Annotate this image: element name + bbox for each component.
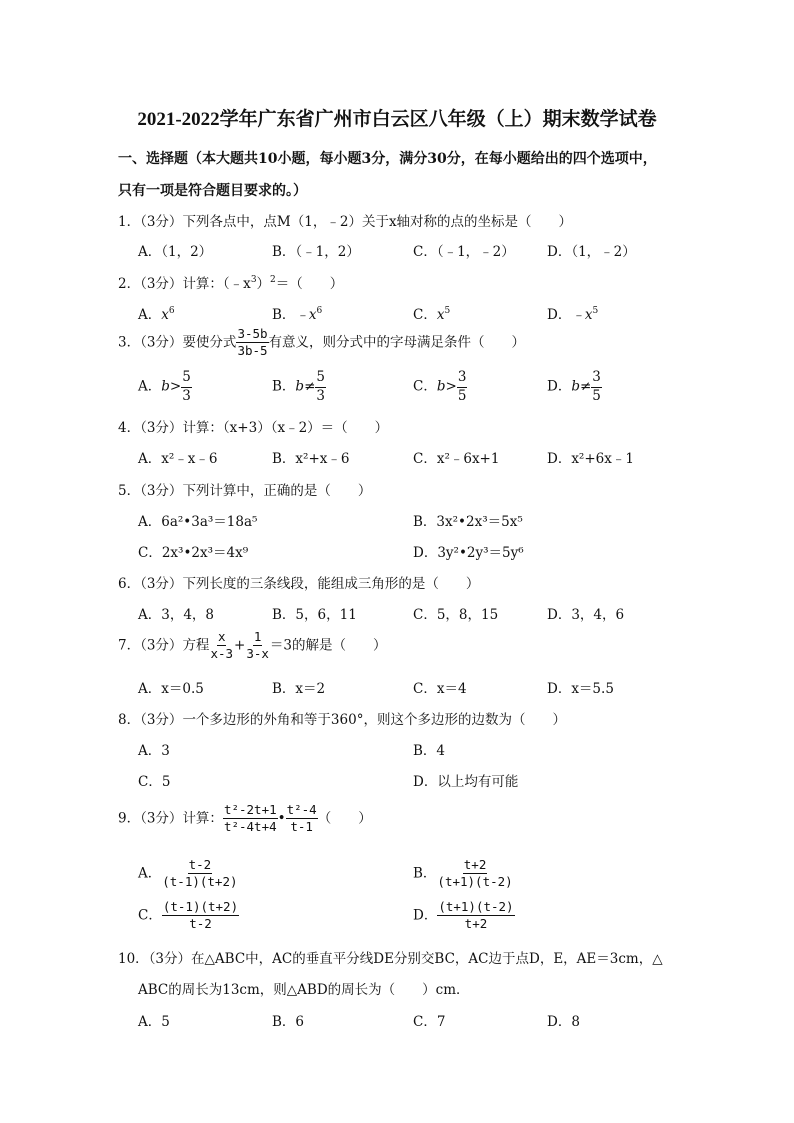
question-2-stem: 2．（3分）计算：$(﹣x^3)^2=$（ ） <box>118 275 344 292</box>
q7-fraction-1: $\frac{x}{x-3}$ <box>210 629 234 662</box>
q4-option-c[interactable]: C．x²﹣6x+1 <box>413 451 500 467</box>
q4-option-b[interactable]: B．x²+x﹣6 <box>272 451 350 467</box>
question-7-stem: 7．（3分）方程 $\frac{x}{x-3}$ + $\frac{1}{3-x}$ ＝3的解是（ ） <box>118 629 387 662</box>
question-6-stem: 6．（3分）下列长度的三条线段，能组成三角形的是（ ） <box>118 576 480 592</box>
q9-fraction-2: $\frac{\text{t²-4}}{t-1}$ <box>286 802 317 835</box>
section-heading-line2: 只有一项是符合题目要求的。） <box>118 183 307 199</box>
q3-fraction: $\frac{3-5b}{3b-5}$ <box>237 326 268 359</box>
q10-option-d[interactable]: D．8 <box>547 1014 580 1030</box>
q2-option-b[interactable]: B．$﹣x^6$ <box>272 306 323 323</box>
q6-option-c[interactable]: C．5，8，15 <box>413 607 499 623</box>
q6-option-b[interactable]: B．5，6，11 <box>272 607 357 623</box>
section-heading-line1: 一、选择题（本大题共10小题，每小题3分，满分30分，在每小题给出的四个选项中， <box>118 151 657 167</box>
question-3-stem: 3．（3分）要使分式 $\frac{3-5b}{3b-5}$ 有意义，则分式中的字母满足条件（ ） <box>118 326 526 359</box>
q7-option-d[interactable]: D．x＝5.5 <box>547 681 614 697</box>
q9-fraction-1: $\frac{\text{t²-2t+1}}{\text{t²-4t+4}}$ <box>223 802 277 835</box>
q4-option-d[interactable]: D．x²+6x﹣1 <box>547 451 634 467</box>
q9-option-b[interactable]: B． $\frac{t+2}{(t+1)(t-2)}$ <box>413 857 513 890</box>
q1-option-d[interactable]: D．（1，﹣2） <box>547 244 636 260</box>
q9-option-c[interactable]: C． $\frac{(t-1)(t+2)}{t-2}$ <box>138 899 239 932</box>
q7-fraction-2: $\frac{1}{3-x}$ <box>246 629 269 662</box>
q6-option-a[interactable]: A．3，4，8 <box>138 607 215 623</box>
q2-option-c[interactable]: C．$x^5$ <box>413 306 451 323</box>
q1-option-b[interactable]: B．（﹣1，2） <box>272 244 360 260</box>
q5-option-d[interactable]: D．3y²•2y³＝5y⁶ <box>413 545 524 561</box>
question-5-stem: 5．（3分）下列计算中，正确的是（ ） <box>118 483 372 499</box>
question-10-stem-line2: ABC的周长为13cm，则△ABD的周长为（ ）cm． <box>138 982 470 998</box>
q8-option-b[interactable]: B．4 <box>413 743 446 759</box>
q10-option-a[interactable]: A．5 <box>138 1014 170 1030</box>
q5-option-a[interactable]: A．6a²•3a³＝18a⁵ <box>138 514 258 530</box>
q10-option-b[interactable]: B．6 <box>272 1014 305 1030</box>
q3-option-a[interactable]: A．b> $\frac{5}{3}$ <box>138 369 191 404</box>
q2-option-d[interactable]: D．$﹣x^5$ <box>547 306 599 323</box>
page-title: 2021-2022学年广东省广州市白云区八年级（上）期末数学试卷 <box>137 109 657 130</box>
q8-option-a[interactable]: A．3 <box>138 743 170 759</box>
question-9-stem: 9．（3分）计算： $\frac{\text{t²-2t+1}}{\text{t²-4t+4}}$ • $\frac{\text{t²-4}}{t-1}$ （ ） <box>118 802 372 835</box>
question-1-stem: 1．（3分）下列各点中，点M（1，﹣2）关于x轴对称的点的坐标是（ ） <box>118 214 573 230</box>
q3-option-c[interactable]: C．b> $\frac{3}{5}$ <box>413 369 467 404</box>
question-8-stem: 8．（3分）一个多边形的外角和等于360°，则这个多边形的边数为（ ） <box>118 712 566 728</box>
q4-option-a[interactable]: A．x²﹣x﹣6 <box>138 451 218 467</box>
q1-option-c[interactable]: C．（﹣1，﹣2） <box>413 244 515 260</box>
q3-option-b[interactable]: B．b≠ $\frac{5}{3}$ <box>272 369 325 404</box>
q3-option-d[interactable]: D．b≠ $\frac{3}{5}$ <box>547 369 601 404</box>
q7-option-b[interactable]: B．x＝2 <box>272 681 326 697</box>
q5-option-b[interactable]: B．3x²•2x³＝5x⁵ <box>413 514 523 530</box>
q7-option-a[interactable]: A．x＝0.5 <box>138 681 204 697</box>
q1-option-a[interactable]: A．（1，2） <box>138 244 213 260</box>
q9-option-a[interactable]: A． $\frac{t-2}{(t-1)(t+2)}$ <box>138 857 238 890</box>
q10-option-c[interactable]: C．7 <box>413 1014 446 1030</box>
q2-option-a[interactable]: A．$x^6$ <box>138 306 175 323</box>
question-10-stem-line1: 10．（3分）在△ABC中，AC的垂直平分线DE分别交BC，AC边于点D，E，AE＝3cm，△ <box>118 951 663 967</box>
question-4-stem: 4．（3分）计算：（x+3）（x﹣2）＝（ ） <box>118 420 389 436</box>
q5-option-c[interactable]: C．2x³•2x³＝4x⁹ <box>138 545 249 561</box>
q7-option-c[interactable]: C．x＝4 <box>413 681 467 697</box>
q8-option-d[interactable]: D．以上均有可能 <box>413 774 519 790</box>
q8-option-c[interactable]: C．5 <box>138 774 171 790</box>
q9-option-d[interactable]: D． $\frac{(t+1)(t-2)}{t+2}$ <box>413 899 514 932</box>
q6-option-d[interactable]: D．3，4，6 <box>547 607 625 623</box>
